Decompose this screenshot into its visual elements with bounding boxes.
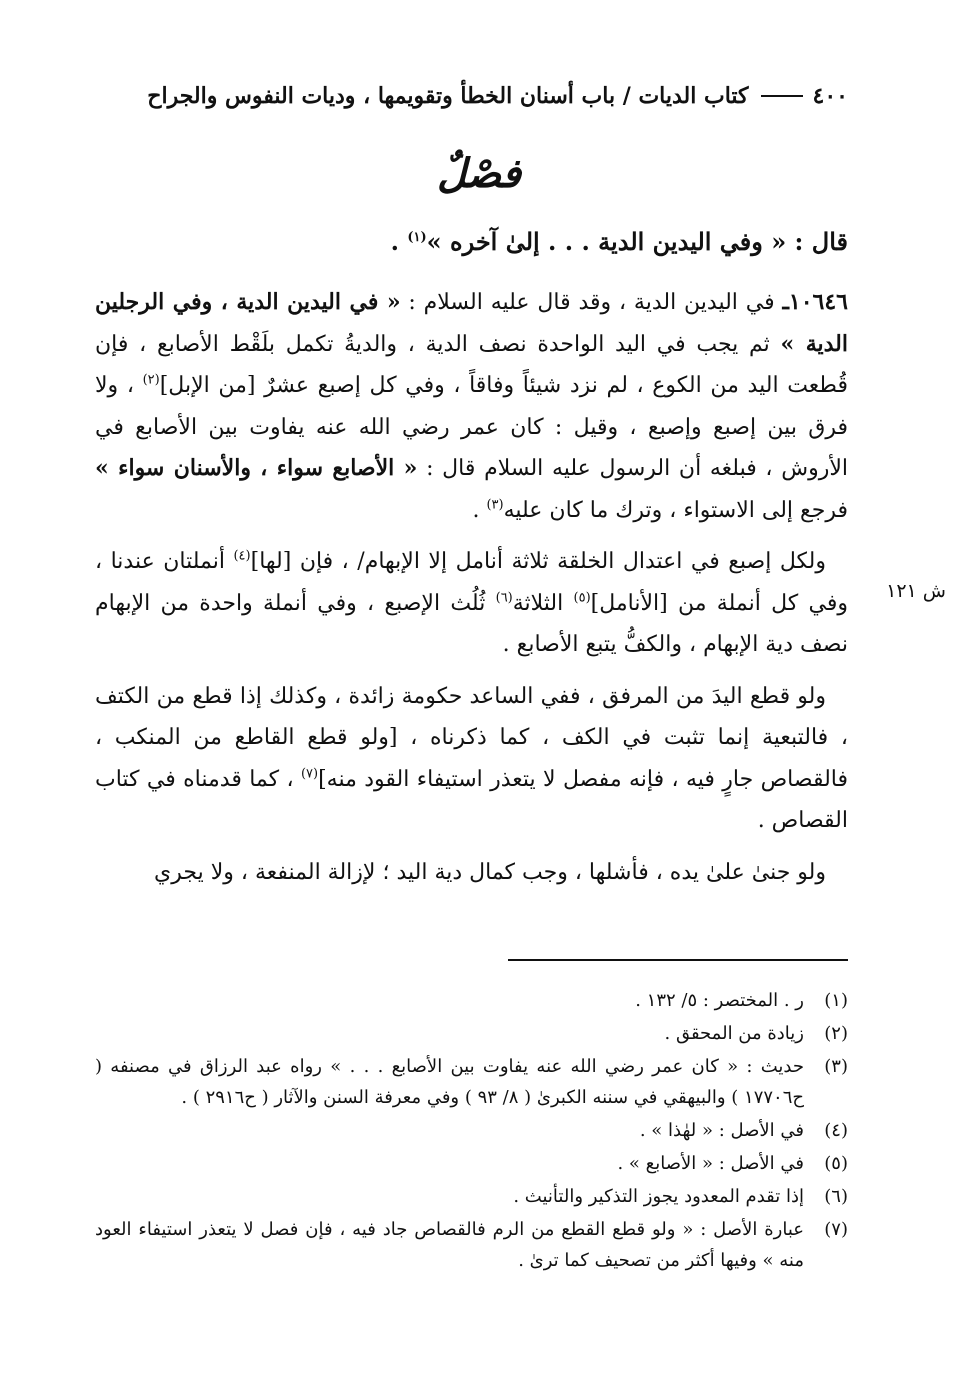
page-number: ٤٠٠ [812, 83, 848, 109]
footnote-number: (٦) [824, 1186, 848, 1207]
footnote-ref[interactable]: (٣) [486, 497, 504, 513]
footnote-text: في الأصل : « لهٰذا » . [639, 1120, 804, 1141]
text-run: ولكل إصبع في اعتدال الخلقة ثلاثة أنامل إلا الإبهام/ ، فإن [لها] [250, 549, 826, 574]
footnote-text: عبارة الأصل : « ولو قطع القطع من الرم فالقصاص جاد فيه ، فإن فصل لا يتعذر استيفاء العود منه » وفيها أكثر من تصحيف كما ترىٰ . [95, 1219, 804, 1271]
quoted-text-end: . [390, 227, 408, 256]
footnote-number: (٧) [824, 1219, 848, 1240]
footnote-6 [95, 1181, 848, 1212]
footnotes [95, 985, 848, 1278]
margin-folio-note: ش ١٢١ [886, 580, 946, 602]
text-run: فرجع إلى الاستواء ، وترك ما كان عليه [503, 497, 848, 523]
quoted-text-line [95, 220, 848, 264]
section-title: فصْلٌ [436, 150, 522, 197]
paragraph-1 [95, 282, 848, 531]
footnote-ref[interactable]: (٧) [300, 766, 319, 782]
text-run: ولو قطع اليدَ من المرفق ، ففي الساعد حكومة زائدة ، وكذلك إذا قطع من الكتف ، فالتبعية إنما تثبت في الكف ، كما ذكرناه ، [ولو قطع القاطع من المنكب ، فالقصاص جارٍ فيه ، فإنه مفصل لا يتعذر استيفاء القود منه] [95, 683, 848, 792]
hadith-quote: « الأصابع سواء ، والأسنان سواء » [95, 455, 418, 481]
footnote-ref[interactable]: (٦) [495, 590, 513, 606]
footnote-number: (٢) [824, 1023, 848, 1044]
text-run: . [472, 497, 487, 523]
footnote-5 [95, 1148, 848, 1179]
main-body [95, 282, 848, 903]
footnote-ref[interactable]: (٢) [142, 372, 160, 388]
text-run: ، كما قدمناه في كتاب القصاص . [95, 766, 848, 833]
footnote-ref[interactable]: (١) [407, 230, 427, 245]
paragraph-2 [95, 541, 848, 666]
paragraph-3 [95, 676, 848, 842]
text-run: ثُلُث الإصبع ، وفي أنملة واحدة من الإبهام نصف دية الإبهام ، والكفُّ يتبع الأصابع . [95, 590, 848, 657]
footnote-2 [95, 1018, 848, 1049]
text-run: ، ولا فرق بين إصبع وإصبع ، وقيل : كان عمر رضي الله عنه يفاوت بين الأصابع في الأروش ، فبلغه أن الرسول عليه السلام قال : [95, 373, 848, 481]
text-run: الثلاثة [512, 590, 574, 616]
footnote-3 [95, 1051, 848, 1113]
footnote-separator [508, 959, 848, 961]
footnote-ref[interactable]: (٤) [233, 548, 251, 564]
text-run: ولو جنىٰ علىٰ يده ، فأشلها ، وجب كمال دية اليد ؛ لإزالة المنفعة ، ولا يجري [154, 859, 826, 885]
footnote-text: في الأصل : « الأصابع » . [617, 1153, 804, 1174]
footnote-text: ر . المختصر : ٥/ ١٣٢ . [635, 990, 804, 1011]
quoted-text: قال : « وفي اليدين الدية . . . إلىٰ آخره » [426, 227, 848, 256]
paragraph-4 [95, 852, 848, 894]
footnote-text: زيادة من المحقق . [664, 1023, 804, 1044]
header-rule [761, 95, 803, 97]
running-title: كتاب الديات / باب أسنان الخطأ وتقويمها ، وديات النفوس والجراح [147, 83, 749, 109]
running-header [95, 78, 848, 114]
text-run: ثم يجب في اليد الواحدة نصف الدية ، والديةُ تكمل بلَقْط الأصابع ، فإن قُطعت اليد من الكوع ، لم نزد شيئاً وفاقاً ، وفي كل إصبع عشرٌ [من الإبل] [95, 331, 848, 398]
hadith-quote: « في اليدين الدية ، وفي الرجلين الدية » [95, 289, 848, 357]
footnote-7 [95, 1214, 848, 1276]
text-run: أنملتان عندنا ، وفي كل أنملة من [الأنامل] [95, 549, 848, 616]
footnote-4 [95, 1115, 848, 1146]
footnote-number: (٥) [824, 1153, 848, 1174]
footnote-number: (٤) [824, 1120, 848, 1141]
footnote-text: إذا تقدم المعدود يجوز التذكير والتأنيث . [513, 1186, 804, 1207]
text-run: في اليدين الدية ، وقد قال عليه السلام : [400, 290, 783, 315]
footnote-1 [95, 985, 848, 1016]
footnote-text: حديث : « كان عمر رضي الله عنه يفاوت بين الأصابع . . . » رواه عبد الرزاق في مصنفه ( ح١٧٧٠٦ ) والبيهقي في سننه الكبرىٰ ( ٨/ ٩٣ ) وفي معرفة السنن والآثار ( ح٢٩١٦ ) . [95, 1056, 804, 1108]
footnote-number: (١) [824, 990, 848, 1011]
footnote-ref[interactable]: (٥) [573, 590, 591, 606]
footnote-number: (٣) [824, 1056, 848, 1077]
paragraph-number: ١٠٦٤٦ـ [782, 289, 848, 315]
